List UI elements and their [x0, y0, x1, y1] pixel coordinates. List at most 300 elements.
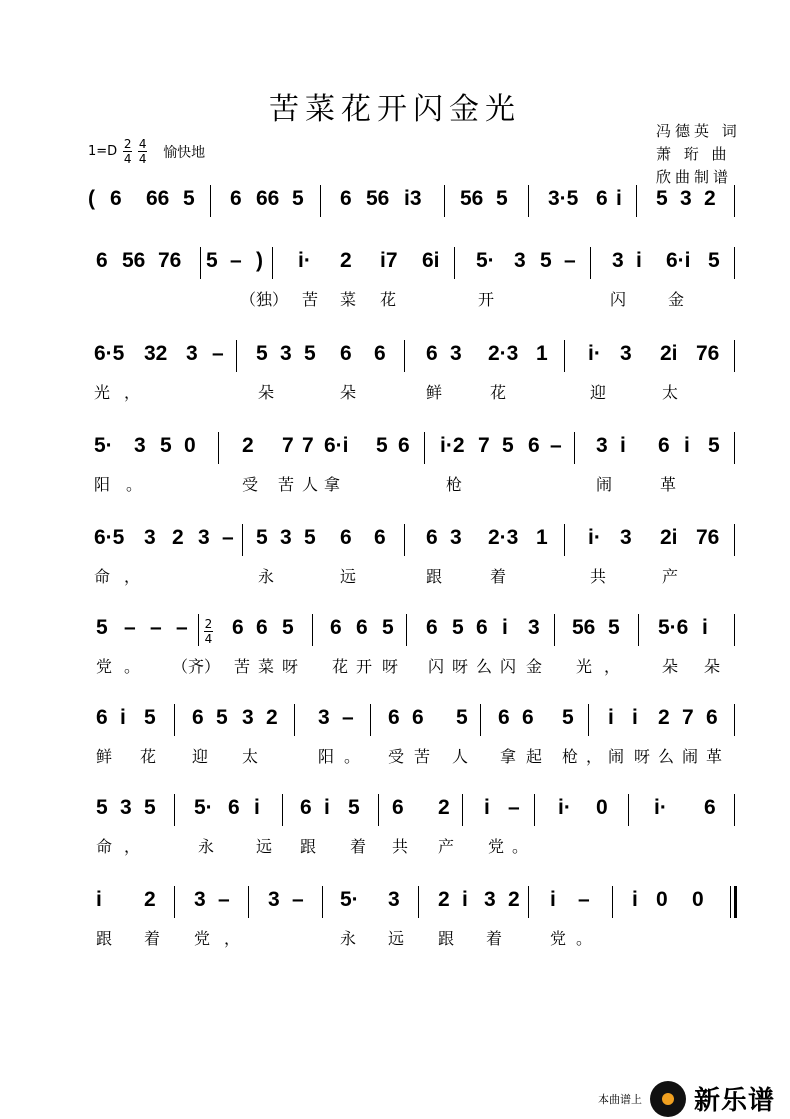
- lyric-syllable: 跟: [96, 929, 113, 948]
- bar-line: [588, 704, 589, 736]
- note: 6: [356, 616, 368, 639]
- final-double-bar: [730, 886, 737, 918]
- lyric-syllable: 开: [356, 657, 373, 676]
- lyric-syllable: 金: [526, 657, 543, 676]
- lyrics-line: [88, 654, 748, 676]
- lyric-syllable: 跟: [438, 929, 455, 948]
- note: 6·5: [94, 526, 125, 549]
- note: 2: [172, 526, 184, 549]
- lyrics-line: [88, 564, 748, 586]
- note: 6: [522, 706, 534, 729]
- lyric-syllable: （独）: [240, 290, 289, 309]
- lyric-syllable: 远: [388, 929, 405, 948]
- bar-line: [424, 432, 425, 464]
- bar-line: [218, 432, 219, 464]
- lyric-syllable: 呀: [634, 747, 651, 766]
- note: 6: [96, 706, 108, 729]
- lyric-syllable: 鲜: [426, 383, 443, 402]
- note: 6·i: [666, 249, 691, 272]
- lyric-syllable: 共: [590, 567, 607, 586]
- lyric-syllable: 。: [126, 475, 143, 494]
- note: i: [636, 249, 642, 272]
- note: 6: [256, 616, 268, 639]
- lyric-syllable: 菜: [340, 290, 357, 309]
- bar-line: [574, 432, 575, 464]
- note: 6: [658, 434, 670, 457]
- time-signature-change: 2 4: [204, 617, 213, 646]
- score-line: [88, 338, 748, 408]
- bar-line: [174, 886, 175, 918]
- bar-line: [590, 247, 591, 279]
- note: 5: [160, 434, 172, 457]
- time-signature-1: $\frac{2}{4}$: [123, 137, 132, 166]
- lyric-syllable: 拿: [500, 747, 517, 766]
- note: 5·: [340, 888, 359, 911]
- bar-line: [418, 886, 419, 918]
- bar-line: [534, 794, 535, 826]
- note: 6i: [422, 249, 440, 272]
- transcriber-credit: 欣曲制谱: [656, 168, 733, 186]
- note: 3: [144, 526, 156, 549]
- bar-line: [554, 614, 555, 646]
- lyric-syllable: 命: [94, 567, 111, 586]
- lyric-syllable: 么: [476, 657, 493, 676]
- note: 2i: [660, 526, 678, 549]
- notes-staff: [88, 245, 748, 281]
- note: 3: [186, 342, 198, 365]
- lyric-syllable: 人: [302, 475, 319, 494]
- note: 5: [562, 706, 574, 729]
- score-line: [88, 183, 748, 253]
- lyrics-line: [88, 380, 748, 402]
- note: –: [342, 706, 354, 729]
- notes-staff: [88, 884, 748, 920]
- note: 56: [572, 616, 596, 639]
- note: 5·: [194, 796, 213, 819]
- note: 2·3: [488, 526, 519, 549]
- note: –: [578, 888, 590, 911]
- note: i·: [588, 342, 601, 365]
- lyric-syllable: 花: [490, 383, 507, 402]
- note: 6: [228, 796, 240, 819]
- lyric-syllable: 迎: [192, 747, 209, 766]
- notes-staff: [88, 792, 748, 828]
- note: i·: [558, 796, 571, 819]
- lyrics-line: [88, 472, 748, 494]
- note: 6: [392, 796, 404, 819]
- lyric-syllable: 苦: [302, 290, 319, 309]
- note: 5: [256, 526, 268, 549]
- lyrics-line: [88, 834, 748, 856]
- footer-watermark: [598, 1080, 775, 1117]
- lyric-syllable: 跟: [426, 567, 443, 586]
- lyric-syllable: 呀: [282, 657, 299, 676]
- bar-line: [734, 432, 735, 464]
- bar-line: [734, 247, 735, 279]
- note: i: [684, 434, 690, 457]
- note: 3: [620, 342, 632, 365]
- note: 3: [120, 796, 132, 819]
- score-line: [88, 245, 748, 315]
- lyric-syllable: 朵: [340, 383, 357, 402]
- lyric-syllable: 人: [452, 747, 469, 766]
- note: 66: [146, 187, 170, 210]
- note: 6: [412, 706, 424, 729]
- lyric-syllable: 鲜: [96, 747, 113, 766]
- lyric-syllable: 产: [662, 567, 679, 586]
- note: 6: [426, 342, 438, 365]
- bar-line: [636, 185, 637, 217]
- note: 2: [266, 706, 278, 729]
- note: 2: [704, 187, 716, 210]
- lyric-syllable: ，: [124, 837, 141, 856]
- key-label: 1=D: [88, 144, 118, 159]
- note: 0: [656, 888, 668, 911]
- note: i3: [404, 187, 422, 210]
- lyric-syllable: 受: [388, 747, 405, 766]
- note: i·: [654, 796, 667, 819]
- note: 0: [184, 434, 196, 457]
- lyric-syllable: 革: [706, 747, 723, 766]
- note: 56: [460, 187, 484, 210]
- note: 5: [304, 342, 316, 365]
- lyric-syllable: 着: [486, 929, 503, 948]
- lyric-syllable: ，: [586, 747, 603, 766]
- note: i: [462, 888, 468, 911]
- note: 5: [608, 616, 620, 639]
- lyric-syllable: 起: [526, 747, 543, 766]
- bar-line: [378, 794, 379, 826]
- note: 7: [282, 434, 294, 457]
- note: 3: [620, 526, 632, 549]
- bar-line: [198, 614, 199, 646]
- note: (: [88, 187, 95, 210]
- notes-staff: [88, 430, 748, 466]
- lyric-syllable: 开: [478, 290, 495, 309]
- note: 6: [476, 616, 488, 639]
- lyric-syllable: 永: [198, 837, 215, 856]
- lyric-syllable: ，: [224, 929, 241, 948]
- note: 2: [658, 706, 670, 729]
- bar-line: [734, 524, 735, 556]
- lyric-syllable: 菜: [258, 657, 275, 676]
- lyric-syllable: 苦: [414, 747, 431, 766]
- bar-line: [174, 794, 175, 826]
- lyricist-credit: 冯德英 词: [656, 122, 741, 140]
- lyric-syllable: 着: [144, 929, 161, 948]
- note: 56: [366, 187, 390, 210]
- bar-line: [638, 614, 639, 646]
- note: i: [608, 706, 614, 729]
- lyrics-line: [88, 926, 748, 948]
- note: 6: [340, 526, 352, 549]
- credits: [656, 120, 741, 189]
- note: 76: [158, 249, 182, 272]
- lyrics-line: [88, 225, 748, 247]
- note: 2: [508, 888, 520, 911]
- notes-staff: [88, 522, 748, 558]
- bar-line: [236, 340, 237, 372]
- note: i: [550, 888, 556, 911]
- bar-line: [480, 704, 481, 736]
- lyric-syllable: ，: [124, 383, 141, 402]
- lyric-syllable: 朵: [704, 657, 721, 676]
- bar-line: [734, 340, 735, 372]
- lyric-syllable: 党: [96, 657, 113, 676]
- bar-line: [404, 340, 405, 372]
- note: 1: [536, 342, 548, 365]
- note: 2·3: [488, 342, 519, 365]
- note: i: [632, 706, 638, 729]
- bar-line: [294, 704, 295, 736]
- lyric-syllable: ，: [604, 657, 621, 676]
- lyric-syllable: 产: [438, 837, 455, 856]
- lyric-syllable: 苦: [278, 475, 295, 494]
- lyrics-line: [88, 744, 748, 766]
- note: 6: [596, 187, 608, 210]
- bar-line: [528, 185, 529, 217]
- bar-line: [312, 614, 313, 646]
- lyrics-line: [88, 287, 748, 309]
- lyric-syllable: 阳: [94, 475, 111, 494]
- vinyl-record-icon: [650, 1081, 686, 1117]
- note: 5: [304, 526, 316, 549]
- note: 6: [426, 526, 438, 549]
- note: 6: [300, 796, 312, 819]
- note: 6: [374, 342, 386, 365]
- lyric-syllable: 么: [658, 747, 675, 766]
- note: 76: [696, 526, 720, 549]
- note: 6: [230, 187, 242, 210]
- lyric-syllable: 闹: [608, 747, 625, 766]
- note: 6: [706, 706, 718, 729]
- note: i: [632, 888, 638, 911]
- brand-name: 新乐谱: [694, 1086, 776, 1116]
- lyric-syllable: 阳: [318, 747, 335, 766]
- note: 5: [708, 249, 720, 272]
- lyric-syllable: ，: [124, 567, 141, 586]
- note: –: [218, 888, 230, 911]
- note: 6: [330, 616, 342, 639]
- note: –: [212, 342, 224, 365]
- note: 7: [682, 706, 694, 729]
- note: 66: [256, 187, 280, 210]
- bar-line: [322, 886, 323, 918]
- note: –: [222, 526, 234, 549]
- lyric-syllable: 枪: [446, 475, 463, 494]
- note: i7: [380, 249, 398, 272]
- bar-line: [454, 247, 455, 279]
- note: i·: [298, 249, 311, 272]
- bar-line: [406, 614, 407, 646]
- note: 5: [496, 187, 508, 210]
- note: 5: [96, 796, 108, 819]
- lyric-syllable: 呀: [452, 657, 469, 676]
- note: 6: [426, 616, 438, 639]
- lyric-syllable: 拿: [324, 475, 341, 494]
- note: 5: [382, 616, 394, 639]
- lyric-syllable: 。: [124, 657, 141, 676]
- lyric-syllable: 党: [550, 929, 567, 948]
- note: 2i: [660, 342, 678, 365]
- score-line: [88, 430, 748, 500]
- note: 6·5: [94, 342, 125, 365]
- lyric-syllable: 太: [242, 747, 259, 766]
- note: 6: [110, 187, 122, 210]
- note: 6: [528, 434, 540, 457]
- note: 5: [292, 187, 304, 210]
- bar-line: [734, 704, 735, 736]
- bar-line: [564, 524, 565, 556]
- lyric-syllable: 命: [96, 837, 113, 856]
- note: 5·: [476, 249, 495, 272]
- lyric-syllable: 党: [194, 929, 211, 948]
- note: i: [620, 434, 626, 457]
- note: i: [96, 888, 102, 911]
- lyric-syllable: （齐）: [172, 657, 221, 676]
- score-line: [88, 884, 748, 954]
- lyric-syllable: 跟: [300, 837, 317, 856]
- notes-staff: [88, 338, 748, 374]
- bar-line: [282, 794, 283, 826]
- lyric-syllable: 闹: [682, 747, 699, 766]
- time-signature-2: $\frac{4}{4}$: [138, 137, 147, 166]
- note: 5: [206, 249, 218, 272]
- composer-credit: 萧 珩 曲: [656, 145, 731, 163]
- note: 1: [536, 526, 548, 549]
- note: 5: [282, 616, 294, 639]
- lyric-syllable: 着: [350, 837, 367, 856]
- lyric-syllable: 永: [340, 929, 357, 948]
- note: 5: [656, 187, 668, 210]
- lyric-syllable: 苦: [234, 657, 251, 676]
- note: 6: [340, 187, 352, 210]
- bar-line: [404, 524, 405, 556]
- note: 3: [280, 342, 292, 365]
- bar-line: [248, 886, 249, 918]
- notes-staff: [88, 702, 748, 738]
- lyric-syllable: 朵: [662, 657, 679, 676]
- note: 2: [438, 796, 450, 819]
- note: 3: [596, 434, 608, 457]
- bar-line: [174, 704, 175, 736]
- lyric-syllable: 远: [340, 567, 357, 586]
- note: 2: [340, 249, 352, 272]
- note: 3: [242, 706, 254, 729]
- note: 3: [318, 706, 330, 729]
- note: 5: [256, 342, 268, 365]
- note: 5: [144, 706, 156, 729]
- note: 5: [144, 796, 156, 819]
- note: 3: [612, 249, 624, 272]
- tempo-marking: 愉快地: [163, 144, 206, 161]
- bar-line: [200, 247, 201, 279]
- note: 0: [596, 796, 608, 819]
- lyric-syllable: 光: [576, 657, 593, 676]
- note: 6: [374, 526, 386, 549]
- bar-line: [370, 704, 371, 736]
- note: 3: [388, 888, 400, 911]
- note: 32: [144, 342, 168, 365]
- lyric-syllable: 党: [488, 837, 505, 856]
- note: 5: [502, 434, 514, 457]
- lyric-syllable: 呀: [382, 657, 399, 676]
- bar-line: [734, 794, 735, 826]
- note: –: [564, 249, 576, 272]
- lyric-syllable: 永: [258, 567, 275, 586]
- lyric-syllable: 远: [256, 837, 273, 856]
- note: 6: [388, 706, 400, 729]
- bar-line: [528, 886, 529, 918]
- lyric-syllable: 朵: [258, 383, 275, 402]
- note: i: [120, 706, 126, 729]
- lyric-syllable: 太: [662, 383, 679, 402]
- note: 3: [450, 526, 462, 549]
- bar-line: [628, 794, 629, 826]
- note: 5: [456, 706, 468, 729]
- note: 2: [144, 888, 156, 911]
- lyric-syllable: 。: [344, 747, 361, 766]
- bar-line: [462, 794, 463, 826]
- note: 5: [96, 616, 108, 639]
- lyric-syllable: 闹: [596, 475, 613, 494]
- lyric-syllable: 金: [668, 290, 685, 309]
- note: 5: [216, 706, 228, 729]
- score-line: [88, 522, 748, 592]
- note: 3: [514, 249, 526, 272]
- score-line: [88, 702, 748, 772]
- bar-line: [444, 185, 445, 217]
- footer-caption: 本曲谱上: [598, 1092, 642, 1106]
- lyric-syllable: 。: [576, 929, 593, 948]
- note: –: [292, 888, 304, 911]
- lyric-syllable: 共: [392, 837, 409, 856]
- note: 5·6: [658, 616, 689, 639]
- note: 6: [398, 434, 410, 457]
- note: i: [502, 616, 508, 639]
- lyric-syllable: 闪: [428, 657, 445, 676]
- bar-line: [320, 185, 321, 217]
- note: 2: [438, 888, 450, 911]
- note: 76: [696, 342, 720, 365]
- note: 3: [528, 616, 540, 639]
- note: –: [124, 616, 136, 639]
- note: 3: [268, 888, 280, 911]
- lyric-syllable: 枪: [562, 747, 579, 766]
- bar-line: [272, 247, 273, 279]
- lyric-syllable: 花: [380, 290, 397, 309]
- lyric-syllable: 迎: [590, 383, 607, 402]
- lyric-syllable: 。: [512, 837, 529, 856]
- lyric-syllable: 闪: [610, 290, 627, 309]
- note: i: [484, 796, 490, 819]
- score-line: [88, 792, 748, 862]
- note: 7: [302, 434, 314, 457]
- note: 3: [198, 526, 210, 549]
- note: 5·: [94, 434, 113, 457]
- lyric-syllable: 光: [94, 383, 111, 402]
- note: 6: [704, 796, 716, 819]
- note: i: [616, 187, 622, 210]
- score-line: [88, 612, 748, 682]
- bar-line: [242, 524, 243, 556]
- note: 6: [498, 706, 510, 729]
- notes-staff: [88, 183, 748, 219]
- note: –: [230, 249, 242, 272]
- note: 5: [708, 434, 720, 457]
- note: ): [256, 249, 263, 272]
- note: –: [508, 796, 520, 819]
